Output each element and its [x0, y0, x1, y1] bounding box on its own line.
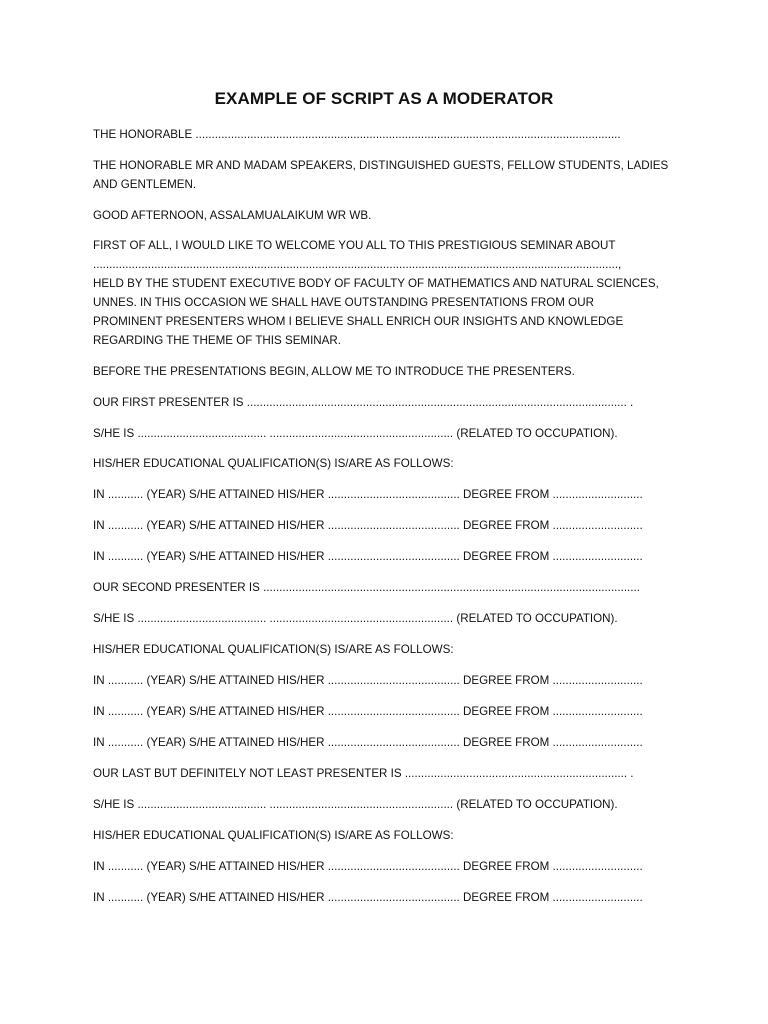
greeting-line-2: AND GENTLEMEN. — [93, 178, 197, 191]
welcome-line: FIRST OF ALL, I WOULD LIKE TO WELCOME YOU ALL TO THIS PRESTIGIOUS SEMINAR ABOUT — [93, 239, 616, 252]
first-presenter-line: OUR FIRST PRESENTER IS ...................................................................................................................... . — [93, 396, 634, 409]
good-afternoon-line: GOOD AFTERNOON, ASSALAMUALAIKUM WR WB. — [93, 209, 372, 222]
first-degree-line-3: IN ........... (YEAR) S/HE ATTAINED HIS/HER ......................................... DEGREE FROM ............................ — [93, 550, 643, 563]
introduce-line: BEFORE THE PRESENTATIONS BEGIN, ALLOW ME TO INTRODUCE THE PRESENTERS. — [93, 365, 575, 378]
held-by-line-3: PROMINENT PRESENTERS WHOM I BELIEVE SHALL ENRICH OUR INSIGHTS AND KNOWLEDGE — [93, 315, 624, 328]
first-degree-line-1: IN ........... (YEAR) S/HE ATTAINED HIS/HER ......................................... DEGREE FROM ............................ — [93, 488, 643, 501]
first-qualification-heading: HIS/HER EDUCATIONAL QUALIFICATION(S) IS/ARE AS FOLLOWS: — [93, 457, 454, 470]
last-occupation-line: S/HE IS ........................................ ......................................................... (RELATED TO OCCUPATION). — [93, 798, 618, 811]
last-degree-line-1: IN ........... (YEAR) S/HE ATTAINED HIS/HER ......................................... DEGREE FROM ............................ — [93, 860, 643, 873]
second-degree-line-3: IN ........... (YEAR) S/HE ATTAINED HIS/HER ......................................... DEGREE FROM ............................ — [93, 736, 643, 749]
second-degree-line-1: IN ........... (YEAR) S/HE ATTAINED HIS/HER ......................................... DEGREE FROM ............................ — [93, 674, 643, 687]
second-presenter-line: OUR SECOND PRESENTER IS ..................................................................................................................... — [93, 581, 640, 594]
last-degree-line-2: IN ........... (YEAR) S/HE ATTAINED HIS/HER ......................................... DEGREE FROM ............................ — [93, 891, 643, 904]
held-by-line-1: HELD BY THE STUDENT EXECUTIVE BODY OF FACULTY OF MATHEMATICS AND NATURAL SCIENCES, — [93, 277, 659, 290]
honorable-line: THE HONORABLE .................................................................................................................................... — [93, 128, 621, 141]
last-presenter-line: OUR LAST BUT DEFINITELY NOT LEAST PRESENTER IS ..................................................................... . — [93, 767, 634, 780]
seminar-topic-blank: ..................................................................................................................................................................., — [93, 258, 622, 271]
greeting-line-1: THE HONORABLE MR AND MADAM SPEAKERS, DISTINGUISHED GUESTS, FELLOW STUDENTS, LADIES — [93, 159, 669, 172]
last-qualification-heading: HIS/HER EDUCATIONAL QUALIFICATION(S) IS/ARE AS FOLLOWS: — [93, 829, 454, 842]
second-occupation-line: S/HE IS ........................................ ......................................................... (RELATED TO OCCUPATION). — [93, 612, 618, 625]
first-degree-line-2: IN ........... (YEAR) S/HE ATTAINED HIS/HER ......................................... DEGREE FROM ............................ — [93, 519, 643, 532]
held-by-line-4: REGARDING THE THEME OF THIS SEMINAR. — [93, 334, 342, 347]
first-occupation-line: S/HE IS ........................................ ......................................................... (RELATED TO OCCUPATION). — [93, 427, 618, 440]
second-qualification-heading: HIS/HER EDUCATIONAL QUALIFICATION(S) IS/ARE AS FOLLOWS: — [93, 643, 454, 656]
held-by-line-2: UNNES. IN THIS OCCASION WE SHALL HAVE OUTSTANDING PRESENTATIONS FROM OUR — [93, 296, 594, 309]
second-degree-line-2: IN ........... (YEAR) S/HE ATTAINED HIS/HER ......................................... DEGREE FROM ............................ — [93, 705, 643, 718]
document-title: EXAMPLE OF SCRIPT AS A MODERATOR — [214, 89, 554, 108]
